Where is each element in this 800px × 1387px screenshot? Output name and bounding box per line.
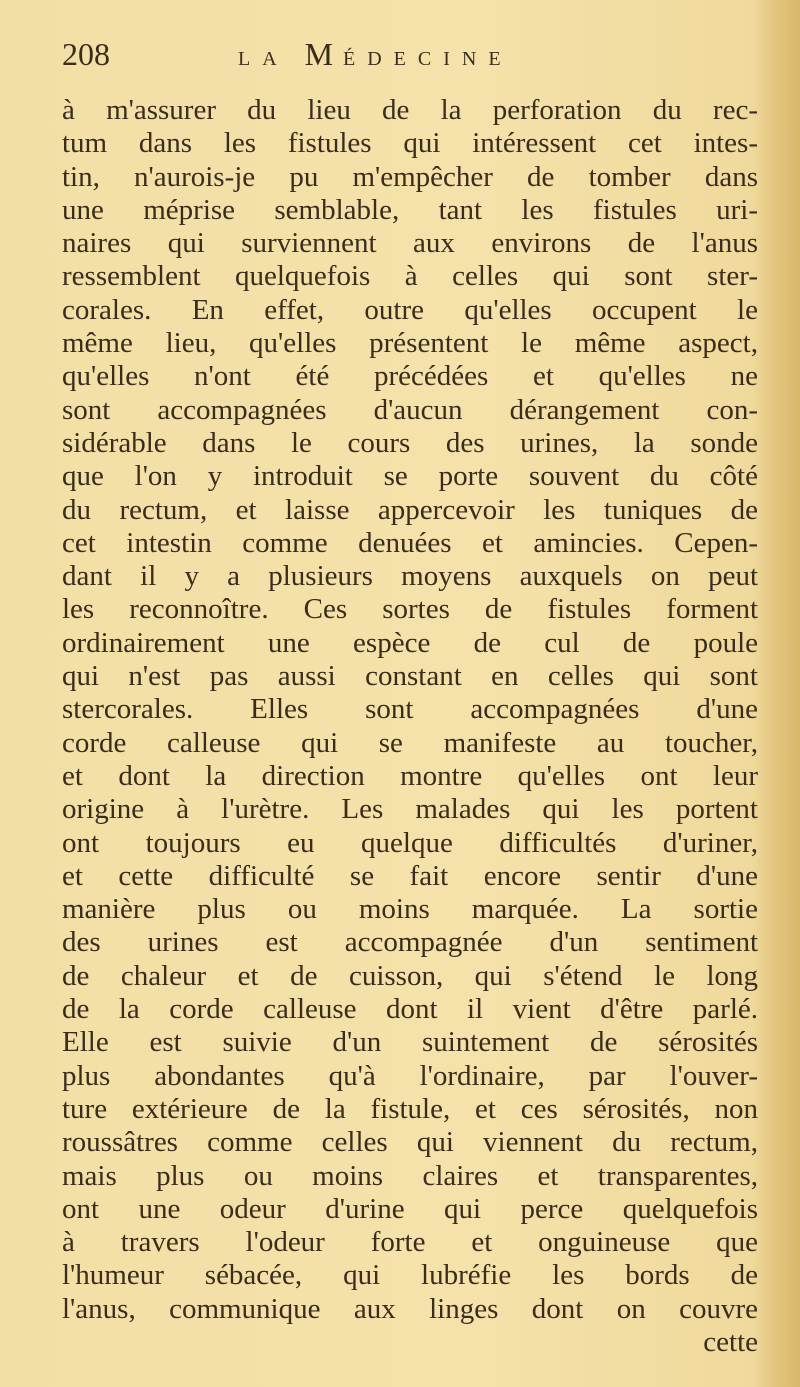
text-line: à m'assurer du lieu de la perforation du rec-	[62, 94, 758, 126]
text-line: mais plus ou moins claires et transparentes,	[62, 1159, 758, 1192]
text-line: de la corde calleuse dont il vient d'être parlé.	[62, 993, 758, 1026]
text-line: et cette difficulté se fait encore sentir d'une	[62, 859, 758, 892]
text-line: corde calleuse qui se manifeste au toucher,	[62, 726, 758, 759]
text-line: à travers l'odeur forte et onguineuse que	[62, 1226, 758, 1259]
text-line: cet intestin comme denuées et amincies. Cepen-	[62, 526, 758, 559]
text-line: plus abondantes qu'à l'ordinaire, par l'ouver-	[62, 1059, 758, 1092]
text-line: sont accompagnées d'aucun dérangement con-	[62, 393, 758, 426]
text-line: que l'on y introduit se porte souvent du côté	[62, 460, 758, 493]
text-line: des urines est accompagnée d'un sentiment	[62, 926, 758, 959]
running-title-small: LA	[238, 48, 305, 70]
text-line: ont toujours eu quelque difficultés d'uriner,	[62, 826, 758, 859]
text-line: l'humeur sébacée, qui lubréfie les bords de	[62, 1259, 758, 1292]
text-line: qu'elles n'ont été précédées et qu'elles ne	[62, 360, 758, 393]
text-line: ont une odeur d'urine qui perce quelquefois	[62, 1192, 758, 1225]
text-line: manière plus ou moins marquée. La sortie	[62, 893, 758, 926]
page-header	[62, 36, 762, 80]
text-line: et dont la direction montre qu'elles ont leur	[62, 759, 758, 792]
text-line: dant il y a plusieurs moyens auxquels on peut	[62, 560, 758, 593]
text-line: ressemblent quelquefois à celles qui sont ster-	[62, 260, 758, 293]
catchword: cette	[703, 1325, 758, 1358]
running-title-rest: ÉDECINE	[343, 48, 513, 70]
text-line: naires qui surviennent aux environs de l'anus	[62, 227, 758, 260]
text-line: même lieu, qu'elles présentent le même aspect,	[62, 327, 758, 360]
text-line: les reconnoître. Ces sortes de fistules forment	[62, 593, 758, 626]
body-text	[62, 94, 758, 1359]
page-number: 208	[62, 36, 110, 72]
text-line: stercorales. Elles sont accompagnées d'une	[62, 693, 758, 726]
running-title	[238, 36, 513, 73]
text-line: qui n'est pas aussi constant en celles qui sont	[62, 660, 758, 693]
text-line: ture extérieure de la fistule, et ces sérosités, non	[62, 1092, 758, 1125]
text-line: Elle est suivie d'un suintement de sérosités	[62, 1026, 758, 1059]
text-line: tum dans les fistules qui intéressent cet intes-	[62, 127, 758, 160]
text-line: du rectum, et laisse appercevoir les tuniques de	[62, 493, 758, 526]
text-line: l'anus, communique aux linges dont on couvre	[62, 1292, 758, 1325]
text-line: corales. En effet, outre qu'elles occupent le	[62, 293, 758, 326]
text-line: tin, n'aurois-je pu m'empêcher de tomber dans	[62, 160, 758, 193]
text-line: roussâtres comme celles qui viennent du rectum,	[62, 1126, 758, 1159]
text-line: sidérable dans le cours des urines, la sonde	[62, 426, 758, 459]
text-line: de chaleur et de cuisson, qui s'étend le long	[62, 959, 758, 992]
text-line: origine à l'urètre. Les malades qui les portent	[62, 793, 758, 826]
running-title-cap: M	[304, 36, 344, 72]
text-line: une méprise semblable, tant les fistules uri-	[62, 193, 758, 226]
text-line: ordinairement une espèce de cul de poule	[62, 626, 758, 659]
